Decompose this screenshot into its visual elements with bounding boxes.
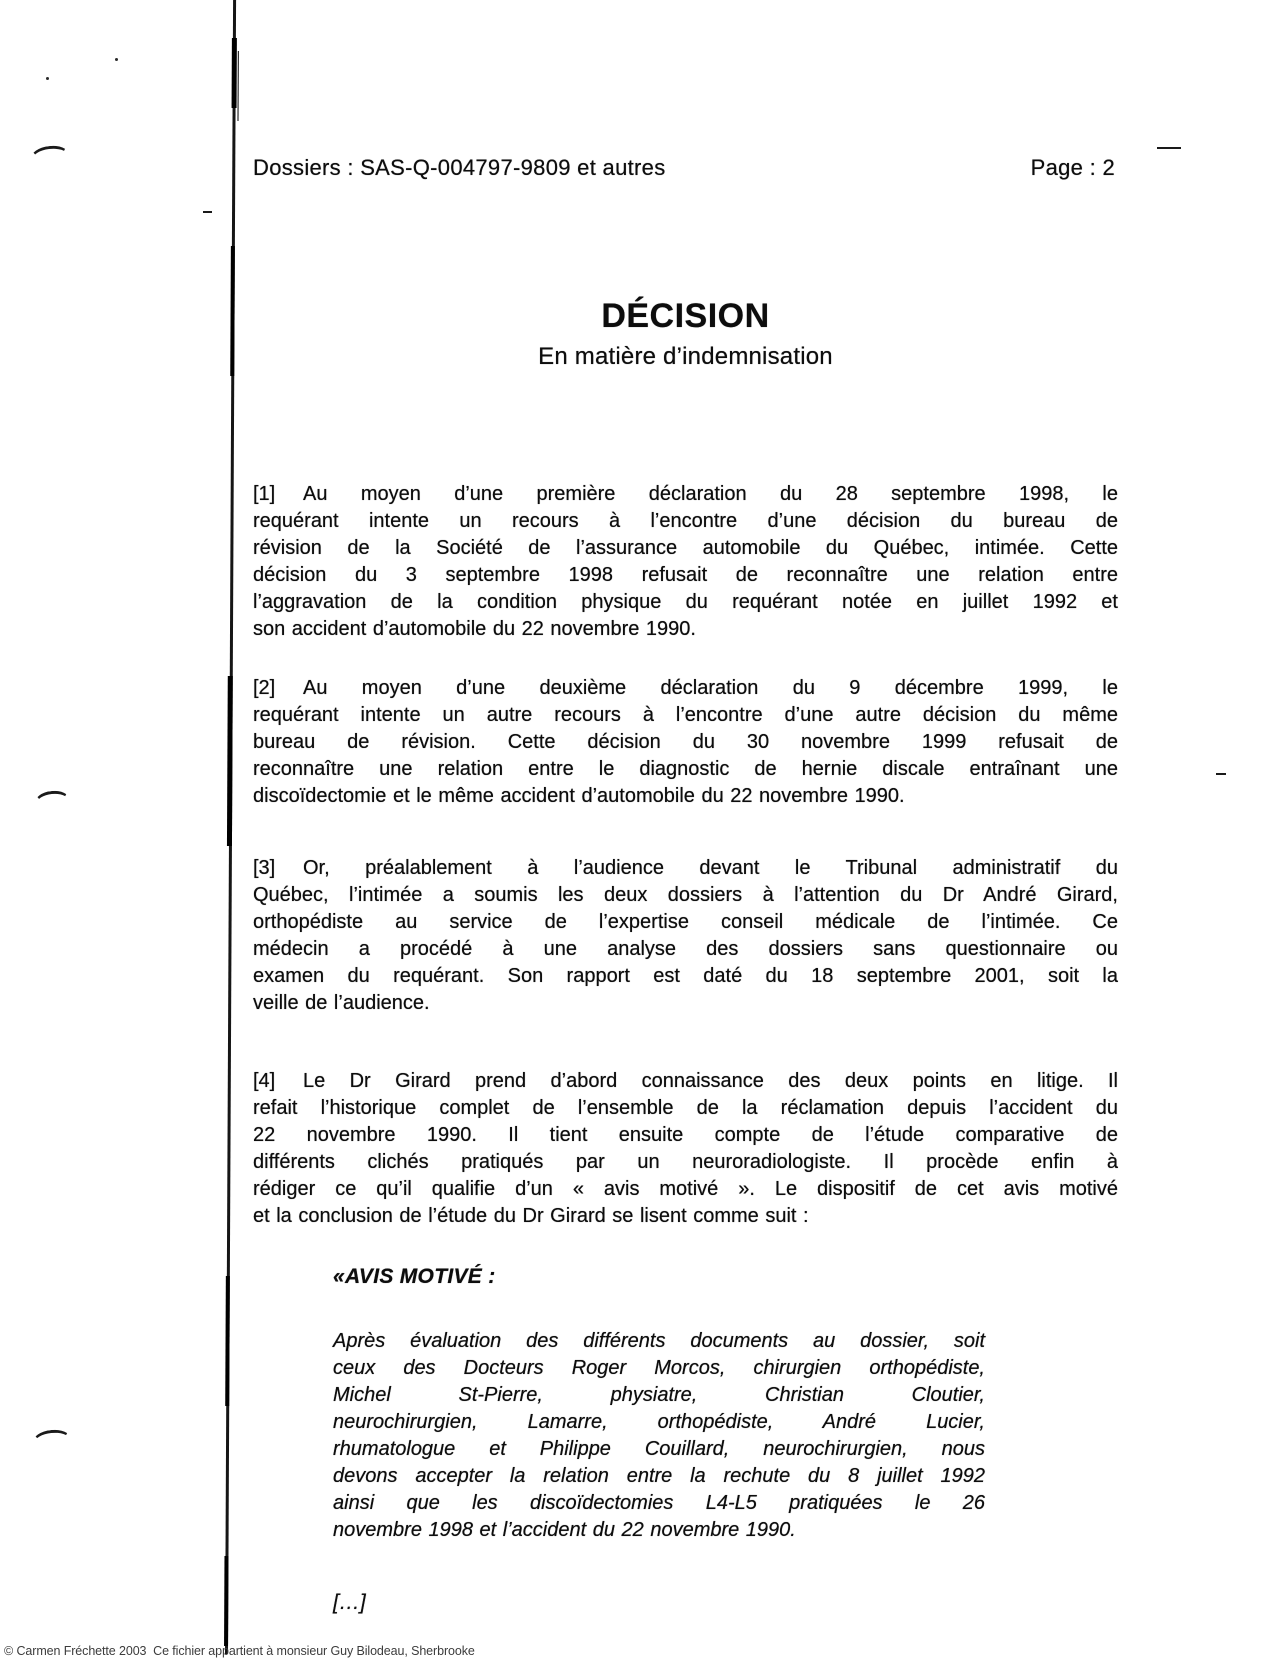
- title-block: [253, 297, 1118, 371]
- paragraph-1-line: [1] Au moyen d’une première déclaration du 28 septembre 1998, le: [253, 481, 1118, 508]
- paragraph-number: [1]: [253, 483, 276, 505]
- paragraph-1-line: requérant intente un recours à l’encontre d’une décision du bureau de: [253, 510, 1118, 532]
- quote-line: ceux des Docteurs Roger Morcos, chirurgien orthopédiste,: [333, 1357, 985, 1379]
- quote-line: neurochirurgien, Lamarre, orthopédiste, André Lucier,: [333, 1411, 985, 1433]
- quote-heading: «AVIS MOTIVÉ :: [333, 1265, 496, 1288]
- paragraph-4-line: refait l’historique complet de l’ensemble de la réclamation depuis l’accident du: [253, 1097, 1118, 1119]
- paragraph-2-line: requérant intente un autre recours à l’encontre d’une autre décision du même: [253, 704, 1118, 726]
- quote-line: ainsi que les discoïdectomies L4-L5 pratiquées le 26: [333, 1492, 985, 1514]
- paragraph-number: [2]: [253, 677, 276, 699]
- paragraph-3-line: Québec, l’intimée a soumis les deux dossiers à l’attention du Dr André Girard,: [253, 884, 1118, 906]
- copyright-footer: © Carmen Fréchette 2003 Ce fichier appartient à monsieur Guy Bilodeau, Sherbrooke: [4, 1644, 475, 1658]
- paragraph-2-line: discoïdectomie et le même accident d’automobile du 22 novembre 1990.: [253, 785, 905, 807]
- quote-block: [333, 1328, 985, 1544]
- pen-mark-arc: [34, 789, 71, 814]
- quote-line: rhumatologue et Philippe Couillard, neurochirurgien, nous: [333, 1438, 985, 1460]
- paragraph-1-line: révision de la Société de l’assurance automobile du Québec, intimée. Cette: [253, 537, 1118, 559]
- quote-ellipsis: […]: [333, 1591, 366, 1614]
- paragraph-1: [253, 481, 1118, 643]
- pen-mark-arc: [30, 144, 70, 169]
- page-number-label: Page : 2: [1030, 155, 1115, 180]
- document-title: DÉCISION: [601, 297, 770, 335]
- scan-blotch: [225, 1276, 230, 1406]
- scan-edge-line: [225, 0, 236, 1654]
- pen-mark-arc: [32, 1428, 72, 1453]
- stray-dash: [1157, 147, 1181, 149]
- quote-line: Après évaluation des différents documents au dossier, soit: [333, 1330, 985, 1352]
- paragraph-3: [253, 855, 1118, 1017]
- paragraph-3-line: orthopédiste au service de l’expertise conseil médicale de l’intimée. Ce: [253, 911, 1118, 933]
- scan-blotch: [230, 246, 235, 376]
- quote-line: novembre 1998 et l’accident du 22 novembre 1990.: [333, 1519, 796, 1541]
- stray-dash: [1216, 773, 1226, 775]
- paragraph-3-line: veille de l’audience.: [253, 992, 430, 1014]
- paragraph-2-line: [2] Au moyen d’une deuxième déclaration du 9 décembre 1999, le: [253, 675, 1118, 702]
- paragraph-1-line: décision du 3 septembre 1998 refusait de reconnaître une relation entre: [253, 564, 1118, 586]
- paragraph-1-line: son accident d’automobile du 22 novembre 1990.: [253, 618, 696, 640]
- paragraph-2: [253, 675, 1118, 810]
- paragraph-4-line: [4] Le Dr Girard prend d’abord connaissance des deux points en litige. Il: [253, 1068, 1118, 1095]
- paragraph-4-line: rédiger ce qu’il qualifie d’un « avis motivé ». Le dispositif de cet avis motivé: [253, 1178, 1118, 1200]
- scan-blotch: [237, 51, 238, 121]
- page-header: [253, 155, 1115, 181]
- scan-blotch: [227, 676, 233, 846]
- paragraph-3-line: [3] Or, préalablement à l’audience devant le Tribunal administratif du: [253, 855, 1118, 882]
- quote-line: Michel St-Pierre, physiatre, Christian Cloutier,: [333, 1384, 985, 1406]
- paragraph-number: [3]: [253, 857, 276, 879]
- paragraph-number: [4]: [253, 1070, 276, 1092]
- paragraph-2-line: bureau de révision. Cette décision du 30 novembre 1999 refusait de: [253, 731, 1118, 753]
- document-subtitle: En matière d’indemnisation: [538, 343, 833, 370]
- paragraph-4-line: différents clichés pratiqués par un neuroradiologiste. Il procède enfin à: [253, 1151, 1118, 1173]
- quote-line: devons accepter la relation entre la rechute du 8 juillet 1992: [333, 1465, 985, 1487]
- paragraph-2-line: reconnaître une relation entre le diagnostic de hernie discale entraînant une: [253, 758, 1118, 780]
- dossiers-number: Dossiers : SAS-Q-004797-9809 et autres: [253, 155, 666, 180]
- stray-speck: [115, 58, 118, 61]
- stray-speck: [46, 77, 49, 80]
- paragraph-3-line: médecin a procédé à une analyse des dossiers sans questionnaire ou: [253, 938, 1118, 960]
- paragraph-4: [253, 1068, 1118, 1230]
- scan-blotch: [232, 38, 237, 108]
- paragraph-4-line: et la conclusion de l’étude du Dr Girard se lisent comme suit :: [253, 1205, 809, 1227]
- paragraph-3-line: examen du requérant. Son rapport est daté du 18 septembre 2001, soit la: [253, 965, 1118, 987]
- stray-dash: [203, 211, 212, 213]
- scan-blotch: [224, 1556, 228, 1646]
- paragraph-4-line: 22 novembre 1990. Il tient ensuite compte de l’étude comparative de: [253, 1124, 1118, 1146]
- paragraph-1-line: l’aggravation de la condition physique du requérant notée en juillet 1992 et: [253, 591, 1118, 613]
